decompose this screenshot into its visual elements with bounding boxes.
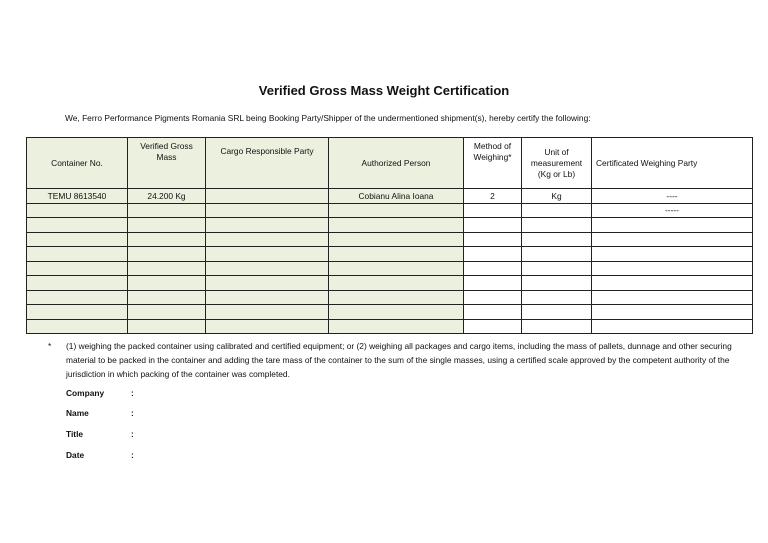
cell-authorized-person xyxy=(329,247,464,262)
footnote-text: (1) weighing the packed container using calibrated and certified equipment; or (2) weighing all packages and cargo items, including the mass of pallets, dunnage and other securing material to be packed in the container and adding the tare mass of the container to the sum of the single masses, using a certified scale approved by the competent authority of the jurisdiction in which packing of the container was completed. xyxy=(66,341,732,379)
cell-verified-gross-mass xyxy=(128,319,206,334)
cell-authorized-person xyxy=(329,290,464,305)
table-body xyxy=(27,189,753,334)
cell-cargo-responsible-party xyxy=(206,290,329,305)
cell-cargo-responsible-party xyxy=(206,305,329,320)
cell-method-of-weighing xyxy=(464,305,522,320)
header-certificated-weighing-party: Certificated Weighing Party xyxy=(592,138,753,189)
title-field xyxy=(66,429,134,439)
table-row xyxy=(27,247,753,262)
cell-authorized-person xyxy=(329,261,464,276)
cell-verified-gross-mass xyxy=(128,203,206,218)
cell-unit-of-measurement: Kg xyxy=(522,189,592,204)
cell-container-no xyxy=(27,305,128,320)
cell-unit-of-measurement xyxy=(522,232,592,247)
cell-container-no xyxy=(27,290,128,305)
date-colon: : xyxy=(131,450,134,460)
cell-verified-gross-mass xyxy=(128,247,206,262)
cell-cargo-responsible-party xyxy=(206,261,329,276)
cell-verified-gross-mass xyxy=(128,305,206,320)
cell-authorized-person xyxy=(329,305,464,320)
cell-container-no: TEMU 8613540 xyxy=(27,189,128,204)
cell-verified-gross-mass xyxy=(128,276,206,291)
table-row xyxy=(27,276,753,291)
cell-cargo-responsible-party xyxy=(206,319,329,334)
footnote-marker: * xyxy=(48,341,52,351)
name-field xyxy=(66,408,134,418)
cell-unit-of-measurement xyxy=(522,247,592,262)
cell-certificated-weighing-party: ---- xyxy=(592,189,753,204)
cell-cargo-responsible-party xyxy=(206,247,329,262)
cell-unit-of-measurement xyxy=(522,203,592,218)
table-row xyxy=(27,218,753,233)
name-colon: : xyxy=(131,408,134,418)
cell-verified-gross-mass xyxy=(128,261,206,276)
cell-unit-of-measurement xyxy=(522,261,592,276)
cell-authorized-person: Cobianu Alina Ioana xyxy=(329,189,464,204)
cell-method-of-weighing: 2 xyxy=(464,189,522,204)
cell-method-of-weighing xyxy=(464,232,522,247)
cell-certificated-weighing-party xyxy=(592,247,753,262)
cell-container-no xyxy=(27,319,128,334)
cell-certificated-weighing-party xyxy=(592,232,753,247)
cell-authorized-person xyxy=(329,218,464,233)
header-authorized-person: Authorized Person xyxy=(329,138,464,189)
cell-authorized-person xyxy=(329,276,464,291)
cell-method-of-weighing xyxy=(464,319,522,334)
cell-unit-of-measurement xyxy=(522,319,592,334)
document-title: Verified Gross Mass Weight Certification xyxy=(258,83,510,98)
table-row xyxy=(27,290,753,305)
cell-certificated-weighing-party xyxy=(592,276,753,291)
cell-verified-gross-mass xyxy=(128,218,206,233)
cell-cargo-responsible-party xyxy=(206,218,329,233)
cell-method-of-weighing xyxy=(464,247,522,262)
cell-certificated-weighing-party xyxy=(592,290,753,305)
cell-container-no xyxy=(27,203,128,218)
cell-certificated-weighing-party xyxy=(592,305,753,320)
cell-method-of-weighing xyxy=(464,218,522,233)
intro-statement: We, Ferro Performance Pigments Romania SRL being Booking Party/Shipper of the undermentioned shipment(s), hereby certify the following: xyxy=(65,113,591,123)
cell-cargo-responsible-party xyxy=(206,232,329,247)
cell-cargo-responsible-party xyxy=(206,276,329,291)
header-container-no: Container No. xyxy=(27,138,128,189)
table-row xyxy=(27,261,753,276)
header-cargo-responsible-party: Cargo Responsible Party xyxy=(206,138,329,189)
header-verified-gross-mass: Verified Gross Mass xyxy=(128,138,206,189)
cell-certificated-weighing-party xyxy=(592,218,753,233)
cell-verified-gross-mass: 24.200 Kg xyxy=(128,189,206,204)
cell-container-no xyxy=(27,232,128,247)
cell-authorized-person xyxy=(329,319,464,334)
cell-container-no xyxy=(27,261,128,276)
cell-container-no xyxy=(27,218,128,233)
cell-unit-of-measurement xyxy=(522,218,592,233)
header-method-of-weighing: Method of Weighing* xyxy=(464,138,522,189)
cell-authorized-person xyxy=(329,203,464,218)
cell-method-of-weighing xyxy=(464,276,522,291)
certification-table xyxy=(26,137,753,334)
cell-certificated-weighing-party xyxy=(592,261,753,276)
table-row xyxy=(27,189,753,204)
cell-certificated-weighing-party: ----- xyxy=(592,203,753,218)
cell-method-of-weighing xyxy=(464,261,522,276)
cell-authorized-person xyxy=(329,232,464,247)
table-row xyxy=(27,319,753,334)
table-row xyxy=(27,203,753,218)
company-label: Company xyxy=(66,388,105,398)
cell-container-no xyxy=(27,247,128,262)
cell-cargo-responsible-party xyxy=(206,203,329,218)
date-label: Date xyxy=(66,450,85,460)
title-label: Title xyxy=(66,429,84,439)
cell-verified-gross-mass xyxy=(128,290,206,305)
cell-certificated-weighing-party xyxy=(592,319,753,334)
cell-unit-of-measurement xyxy=(522,305,592,320)
company-field xyxy=(66,388,134,398)
header-unit-of-measurement: Unit of measurement (Kg or Lb) xyxy=(522,138,592,189)
table-header-row xyxy=(27,138,753,189)
company-colon: : xyxy=(131,388,134,398)
cell-method-of-weighing xyxy=(464,290,522,305)
cell-unit-of-measurement xyxy=(522,290,592,305)
table-row xyxy=(27,232,753,247)
cell-container-no xyxy=(27,276,128,291)
title-colon: : xyxy=(131,429,134,439)
cell-verified-gross-mass xyxy=(128,232,206,247)
name-label: Name xyxy=(66,408,89,418)
table-row xyxy=(27,305,753,320)
cell-method-of-weighing xyxy=(464,203,522,218)
footnote xyxy=(48,339,738,381)
cell-cargo-responsible-party xyxy=(206,189,329,204)
cell-unit-of-measurement xyxy=(522,276,592,291)
date-field xyxy=(66,450,134,460)
